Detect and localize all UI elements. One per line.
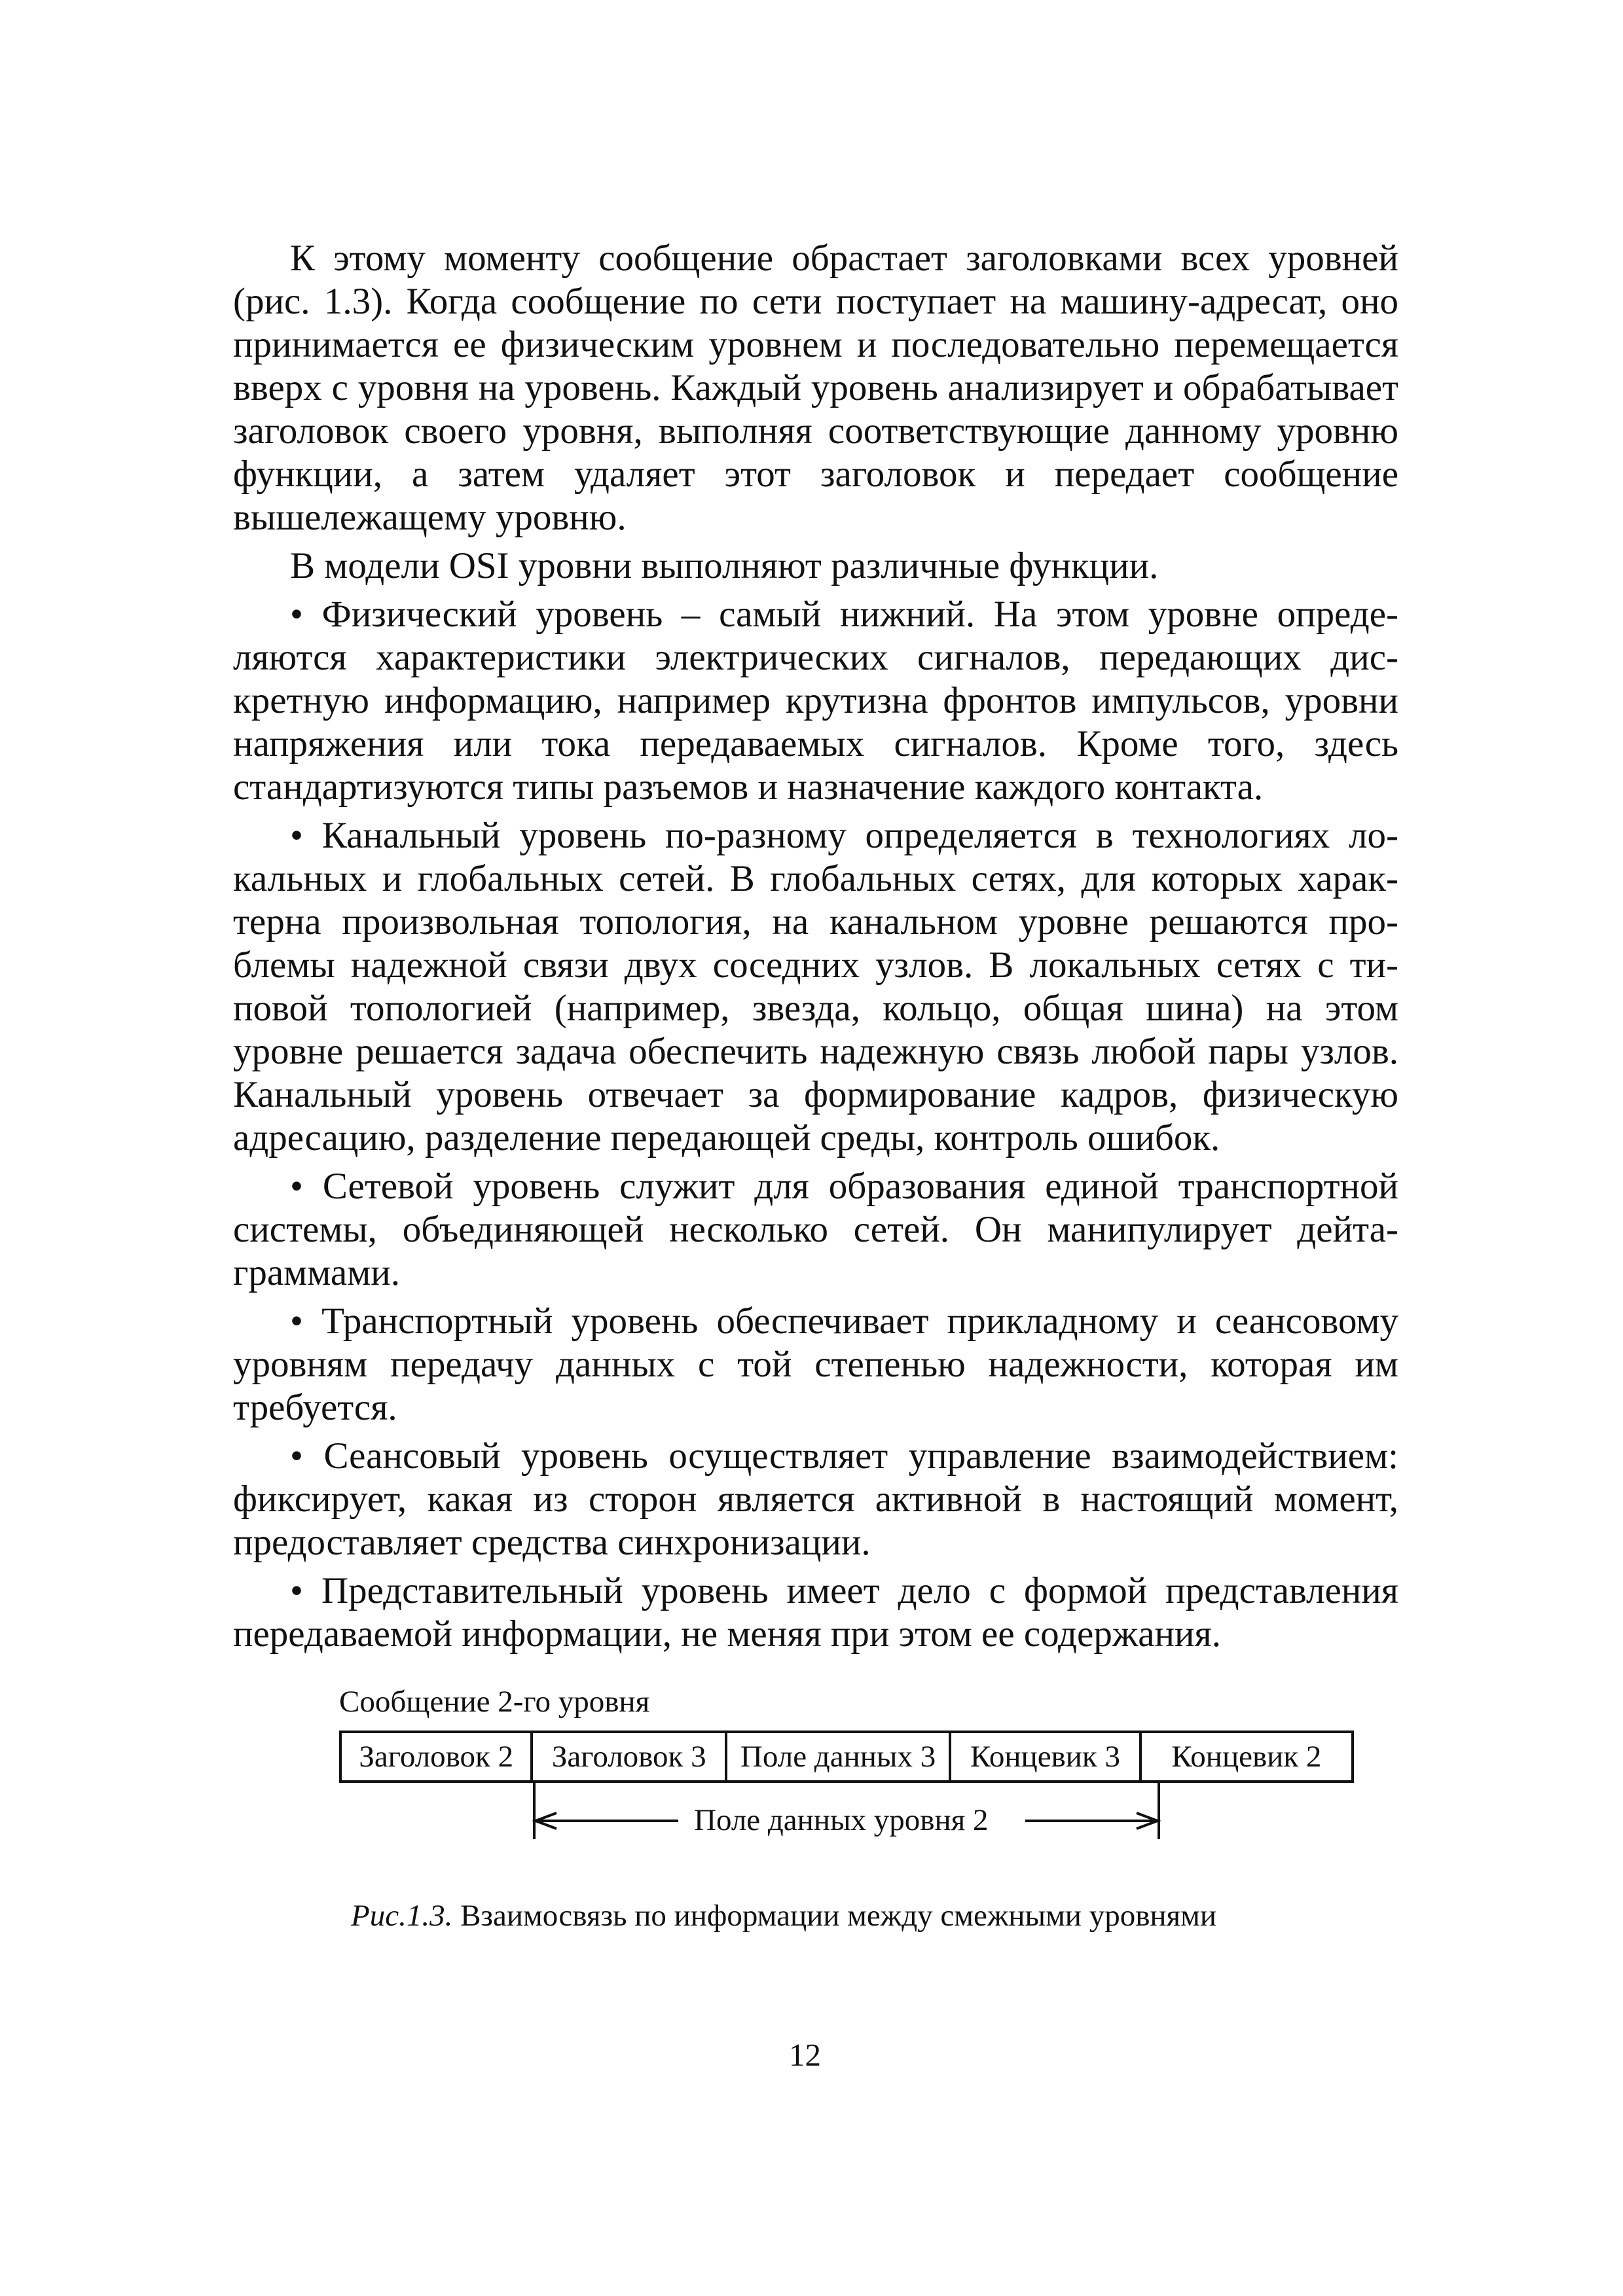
page-number: 12 [789,2037,821,2073]
bullet-icon: • [290,815,303,856]
paragraph-osi-functions: В модели OSI уровни выполняют различные функции. [290,545,1159,586]
data-field-level-2-label: Поле данных уровня 2 [686,1802,996,1839]
bullet-text: Сетевой уровень служит для образования единой транспортной системы, объединяющей несколько сетей. Он манипулирует дейтаграммами. [233,1166,1399,1293]
message-level-label: Сообщение 2-го уровня [339,1685,650,1719]
bullet-text: Канальный уровень по-разному определяется в технологиях локальных и глобальных сетей. В глобальных сетях, для которых характерна произвольная топология, на канальном уровне решаются проблемы надежной связи двух соседних узлов. В локальных сетях с типовой топологией (например, звезда, кольцо, общая шина) на этом уровне решается задача обеспечить надежную связь любой пары узлов. Канальный уровень отвечает за формирование кадров, физическую адресацию, разделение передающей среды, контроль ошибок. [233,815,1399,1158]
bullet-icon: • [290,594,303,635]
frame-cell-header-2: Заголовок 2 [342,1733,533,1780]
frame-cell-header-3: Заголовок 3 [533,1733,727,1780]
bullet-icon: • [290,1166,303,1207]
bullet-icon: • [290,1300,303,1342]
paragraph-intro: К этому моменту сообщение обрастает заголовками всех уровней (рис. 1.3). Когда сообщение по сети поступает на машину-адресат, оно принимается ее физическим уровнем и последовательно перемещается вверх с уровня на уровень. Каждый уровень анализирует и обрабатывает заголовок своего уровня, выполняя соответствующие данному уровню функции, а затем удаляет этот заголовок и передает сообщение вышележащему уровню. [233,238,1398,538]
figure-caption-text: Взаимосвязь по информации между смежными уровнями [452,1899,1217,1933]
bullet-text: Представительный уровень имеет дело с формой представления передаваемой информации, не меняя при этом ее содержания. [233,1570,1399,1655]
bullet-icon: • [290,1570,303,1611]
frame-cell-data-3: Поле данных 3 [727,1733,951,1780]
frame-cell-trailer-3: Концевик 3 [951,1733,1142,1780]
bullet-icon: • [290,1435,303,1477]
bullet-text: Сеансовый уровень осуществляет управление взаимодействием: фиксирует, какая из сторон является активной в настоящий момент, предоставляет средства синхронизации. [233,1435,1398,1563]
bullet-text: Транспортный уровень обеспечивает прикладному и сеансовому уровням передачу данных с той степенью надежности, которая им требуется. [233,1300,1398,1428]
frame-cell-trailer-2: Концевик 2 [1171,1740,1322,1774]
bullet-text: Физический уровень – самый нижний. На этом уровне определяются характеристики электрических сигналов, передающих дискретную информацию, например крутизна фронтов импульсов, уровни напряжения или тока передаваемых сигналов. Кроме того, здесь стандартизуются типы разъемов и назначение каждого контакта. [233,594,1399,808]
figure-number: Рис.1.3. [351,1899,453,1933]
figure-caption [351,1897,1216,1934]
